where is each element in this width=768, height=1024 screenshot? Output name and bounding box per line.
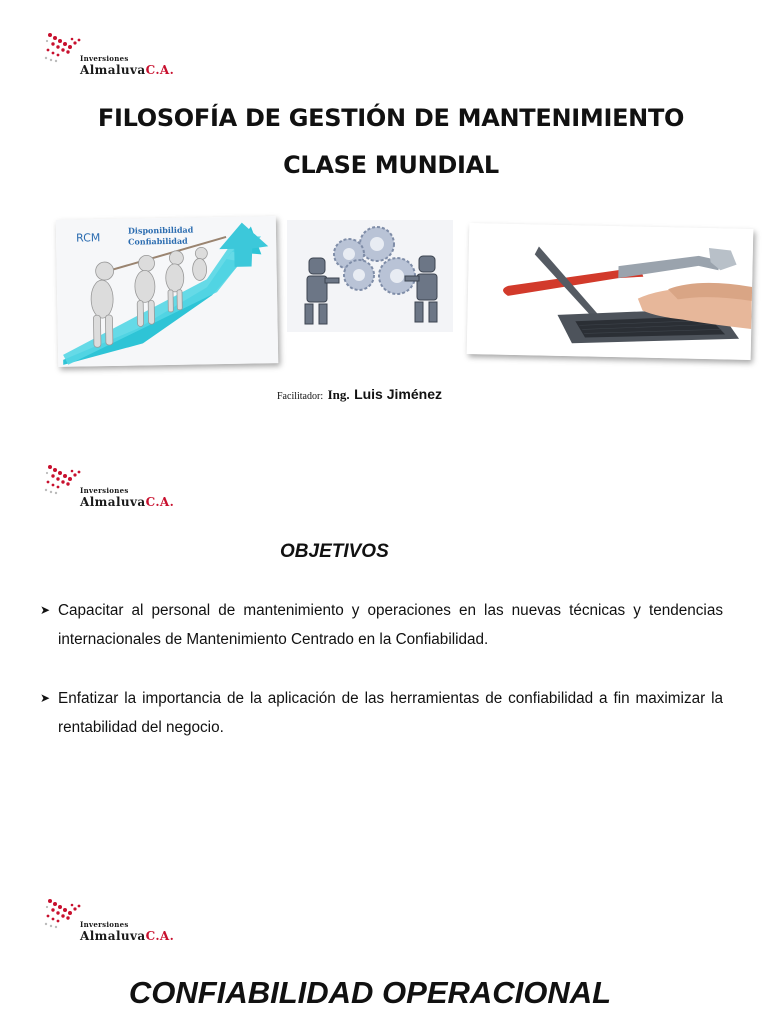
company-logo [44,898,194,948]
company-logo [44,464,194,514]
logo-line1: Inversiones [80,54,129,63]
facilitator-prefix: Ing. [327,387,350,402]
objective-item [40,684,723,742]
confiabilidad-heading: CONFIABILIDAD OPERACIONAL [128,975,612,1010]
logo-line2 [80,495,174,509]
rcm-label: RCM [75,231,101,245]
slide1-title-line1: FILOSOFÍA DE GESTIÓN DE MANTENIMIENTO [97,104,685,132]
logo-line1: Inversiones [80,920,129,929]
logo-suffix: C.A. [145,63,175,77]
logo-line2 [80,63,174,77]
facilitator-line [277,386,442,404]
company-logo [44,32,194,82]
logo-brand: Almaluva [80,495,146,509]
facilitator-name: Luis Jiménez [354,386,442,402]
logo-dots-icon [44,32,84,66]
logo-line1: Inversiones [80,486,129,495]
facilitator-label: Facilitador: [277,391,324,402]
robots-gears-image [287,220,453,332]
disponibilidad-label: Disponibilidad [127,224,194,236]
arrow-bullet-icon: ➤ [40,691,51,705]
logo-suffix: C.A. [145,495,175,509]
objective-text: Capacitar al personal de mantenimiento y operaciones en las nuevas técnicas y tendencias internacionales de Mantenimiento Centrado en la Confiabilidad. [58,602,723,648]
logo-suffix: C.A. [145,929,175,943]
rcm-tug-of-war-image [56,216,279,367]
logo-brand: Almaluva [80,929,146,943]
logo-brand: Almaluva [80,63,146,77]
confiabilidad-label: Confiabilidad [128,235,188,247]
logo-dots-icon [44,898,84,932]
arrow-bullet-icon: ➤ [40,603,51,617]
objective-text: Enfatizar la importancia de la aplicación de las herramientas de confiabilidad a fin maximizar la rentabilidad del negocio. [58,690,723,736]
objective-item [40,596,723,654]
logo-line2 [80,929,174,943]
objetivos-heading: OBJETIVOS [280,541,389,562]
slide1-title-line2: CLASE MUNDIAL [283,151,499,179]
logo-dots-icon [44,464,84,498]
laptop-tools-image [467,223,754,360]
